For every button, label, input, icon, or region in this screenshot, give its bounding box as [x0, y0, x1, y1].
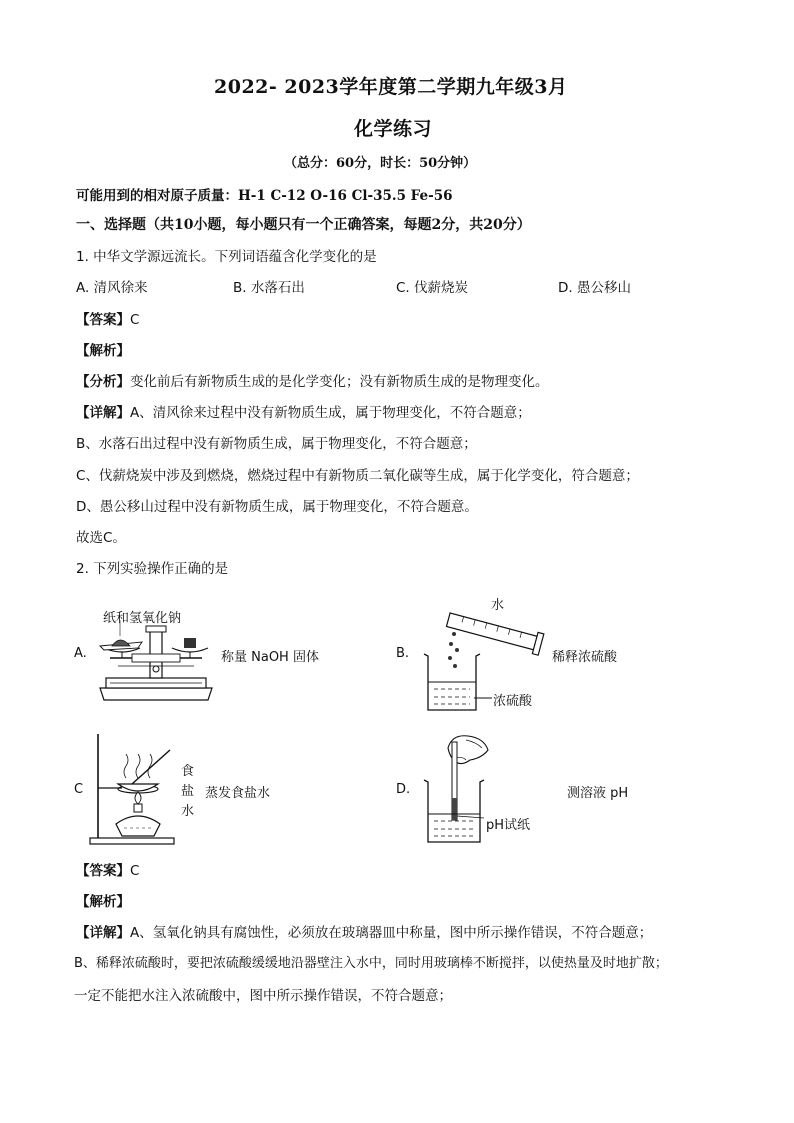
fenxi-tag: 【分析】: [76, 374, 130, 390]
q1-stem: 1. 中华文学源远流长。下列词语蕴含化学变化的是: [76, 249, 377, 265]
section-heading: 一、选择题（共10小题，每小题只有一个正确答案，每题2分，共20分）: [76, 217, 531, 233]
q2-option-c-caption: 蒸发食盐水: [205, 786, 271, 801]
answer-value: C: [130, 312, 140, 328]
page-title: 2022- 2023学年度第二学期九年级3月: [214, 76, 568, 98]
detail-a-text: A、氢氧化钠具有腐蚀性，必须放在玻璃器皿中称量，图中所示操作错误，不符合题意；: [130, 925, 653, 941]
q2-detail-a: [76, 921, 652, 941]
q1-option-d: D. 愚公移山: [558, 280, 631, 296]
fenxi-text: 变化前后有新物质生成的是化学变化；没有新物质生成的是物理变化。: [130, 374, 549, 390]
q2-analysis-tag: 【解析】: [76, 894, 130, 910]
q1-detail-d: D、愚公移山过程中没有新物质生成，属于物理变化，不符合题意。: [76, 499, 478, 515]
label-salt-3: 水: [181, 804, 195, 819]
q2-option-d-letter: D.: [396, 782, 411, 797]
balance-figure: [96, 622, 216, 707]
q1-detail-b: B、水落石出过程中没有新物质生成，属于物理变化，不符合题意；: [76, 436, 477, 452]
q2-option-d-caption: 测溶液 pH: [567, 786, 629, 801]
answer-value: C: [130, 863, 140, 879]
q2-option-a-caption: 称量 NaOH 固体: [221, 650, 319, 665]
q2-detail-b1: B、稀释浓硫酸时，要把浓硫酸缓缓地沿器壁注入水中，同时用玻璃棒不断搅拌，以使热量及时地扩散；: [74, 956, 668, 971]
evaporation-figure: [86, 732, 176, 850]
q2-option-b-letter: B.: [396, 646, 410, 661]
q1-option-c: C. 伐薪烧炭: [396, 280, 469, 296]
label-conc-acid: 浓硫酸: [493, 694, 533, 709]
label-ph-paper: pH试纸: [486, 818, 531, 833]
answer-tag: 【答案】: [76, 863, 130, 879]
detail-tag: 【详解】: [76, 405, 130, 421]
q1-detail-a: [76, 401, 531, 421]
figure-a-label: 纸和氢氧化钠: [103, 611, 182, 626]
q1-option-b: B. 水落石出: [233, 280, 305, 296]
q1-analysis-tag: 【解析】: [76, 343, 130, 359]
page-subtitle: 化学练习: [354, 118, 433, 140]
label-salt-2: 盐: [181, 784, 195, 799]
atomic-masses: 可能用到的相对原子质量：H-1 C-12 O-16 Cl-35.5 Fe-56: [76, 188, 453, 204]
q2-stem: 2. 下列实验操作正确的是: [76, 561, 229, 577]
q2-option-c-letter: C: [74, 782, 84, 797]
q1-answer: [76, 308, 139, 328]
label-water: 水: [491, 598, 505, 613]
q1-conclusion: 故选C。: [76, 530, 126, 546]
q2-answer: [76, 859, 139, 879]
label-salt-1: 食: [181, 764, 195, 779]
answer-tag: 【答案】: [76, 312, 130, 328]
q2-option-b-caption: 稀释浓硫酸: [552, 650, 618, 665]
detail-tag: 【详解】: [76, 925, 130, 941]
q1-fenxi: [76, 370, 549, 390]
exam-info: （总分：60分，时长：50分钟）: [284, 156, 477, 171]
q2-option-a-letter: A.: [74, 646, 87, 661]
detail-a-text: A、清风徐来过程中没有新物质生成，属于物理变化，不符合题意；: [130, 405, 531, 421]
q1-detail-c: C、伐薪烧炭中涉及到燃烧，燃烧过程中有新物质二氧化碳等生成，属于化学变化，符合题意；: [76, 468, 639, 484]
q1-option-a: A. 清风徐来: [76, 280, 148, 296]
q2-detail-b2: 一定不能把水注入浓硫酸中，图中所示操作错误，不符合题意；: [74, 988, 452, 1004]
